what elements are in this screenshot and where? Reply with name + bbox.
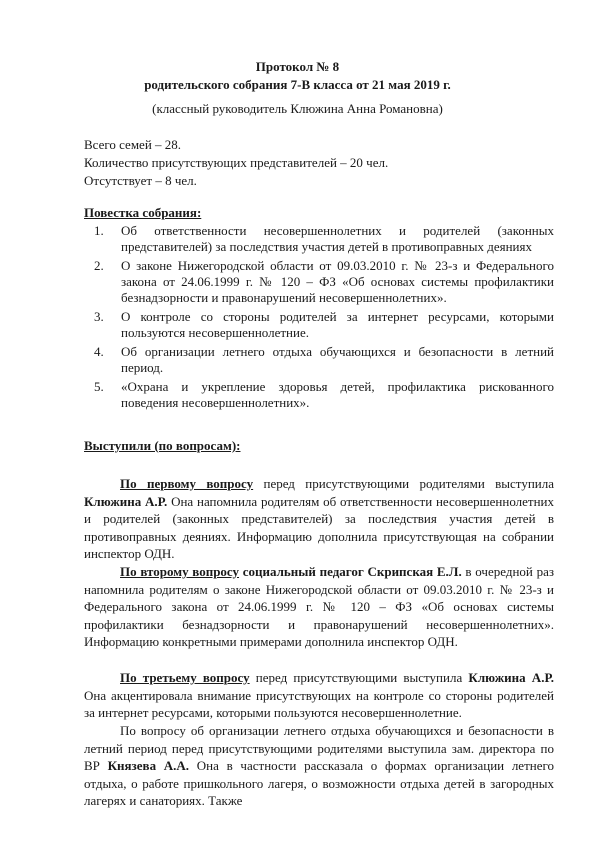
doc-subtitle: родительского собрания 7-В класса от 21 мая 2019 г. (144, 77, 451, 92)
agenda-item-number: 1. (94, 223, 104, 238)
speeches-heading: Выступили (по вопросам): (84, 438, 241, 453)
agenda-item (94, 309, 554, 341)
agenda-item (94, 344, 554, 376)
speaker-name: социальный педагог Скрипская Е.Л. (239, 564, 462, 579)
agenda-heading: Повестка собрания: (84, 205, 202, 220)
stat-present: Количество присутствующих представителей – 20 чел. (84, 155, 389, 170)
agenda-item (94, 379, 554, 411)
doc-title: Протокол № 8 (255, 59, 340, 74)
question-lead: По третьему вопросу (120, 670, 250, 685)
question-lead: По первому вопросу (120, 476, 254, 491)
agenda-item-number: 2. (94, 258, 104, 273)
agenda-item-text: О контроле со стороны родителей за интернет ресурсами, которыми пользуются несовершеннолетние. (121, 309, 554, 340)
agenda-item-number: 4. (94, 344, 104, 359)
speaker-name: Клюжина А.Р. (468, 670, 555, 685)
speech-paragraph-2 (84, 563, 554, 651)
speech-text: Она напомнила родителям об ответственности несовершеннолетних и родителей (законных представителей) за последствия участия детей в противоправных деяниях. Информацию дополнила присутствующая на собрании инспектор ОДН. (84, 493, 555, 561)
doc-teacher: (классный руководитель Клюжина Анна Романовна) (152, 101, 443, 116)
agenda-item-text: «Охрана и укрепление здоровья детей, профилактика рискованного поведения несовершеннолетних». (121, 379, 554, 410)
agenda-item-text: О законе Нижегородской области от 09.03.2010 г. № 23-з и Федерального закона от 24.06.1999 г. № 120 – ФЗ «Об основах системы профилактики безнадзорности и правонарушений несовершеннолетних». (121, 258, 554, 305)
question-lead: По второму вопросу (120, 564, 240, 579)
speech-text: Она акцентировала внимание присутствующих на контроле со стороны родителей за интернет ресурсами, которыми пользуются несовершеннолетние. (84, 687, 554, 720)
agenda-item (94, 258, 554, 306)
speech-text: перед присутствующими родителями выступила (253, 476, 554, 491)
agenda-item-number: 5. (94, 379, 104, 394)
agenda-item-number: 3. (94, 309, 104, 324)
agenda-item (94, 223, 554, 255)
speaker-name: Князева А.А. (107, 758, 190, 773)
agenda-item-text: Об организации летнего отдыха обучающихся и безопасности в летний период. (121, 344, 554, 375)
speaker-name: Клюжина А.Р. (84, 493, 168, 509)
speech-paragraph-1 (84, 475, 554, 563)
agenda-list (94, 223, 554, 414)
speech-text: По вопросу об организации летнего отдыха обучающихся и безопасности в летний период перед присутствующими родителями выступила зам. директора по ВР (84, 723, 554, 773)
speech-text: Она в частности рассказала о формах организации летнего отдыха, о работе пришкольного лагеря, о возможности отдыха детей в загородных лагерях и санаториях. Также (84, 758, 554, 808)
speech-paragraph-4 (84, 722, 554, 810)
speech-text: в очередной раз напомнила родителям о законе Нижегородской области от 09.03.2010 г. № 23-з и Федерального закона от 24.06.1999 г. № 120 – ФЗ «Об основах системы профилактики безнадзорности и правонарушений несовершеннолетних». Информацию конкретными примерами дополнила инспектор ОДН. (84, 564, 554, 649)
attendance-stats (84, 136, 554, 190)
speech-text: перед присутствующими выступила (249, 670, 469, 685)
speech-paragraph-3 (84, 669, 554, 722)
agenda-item-text: Об ответственности несовершеннолетних и родителей (законных представителей) за последствия участия детей в противоправных деяниях (121, 223, 554, 254)
stat-total-families: Всего семей – 28. (84, 137, 182, 152)
stat-absent: Отсутствует – 8 чел. (84, 173, 197, 188)
